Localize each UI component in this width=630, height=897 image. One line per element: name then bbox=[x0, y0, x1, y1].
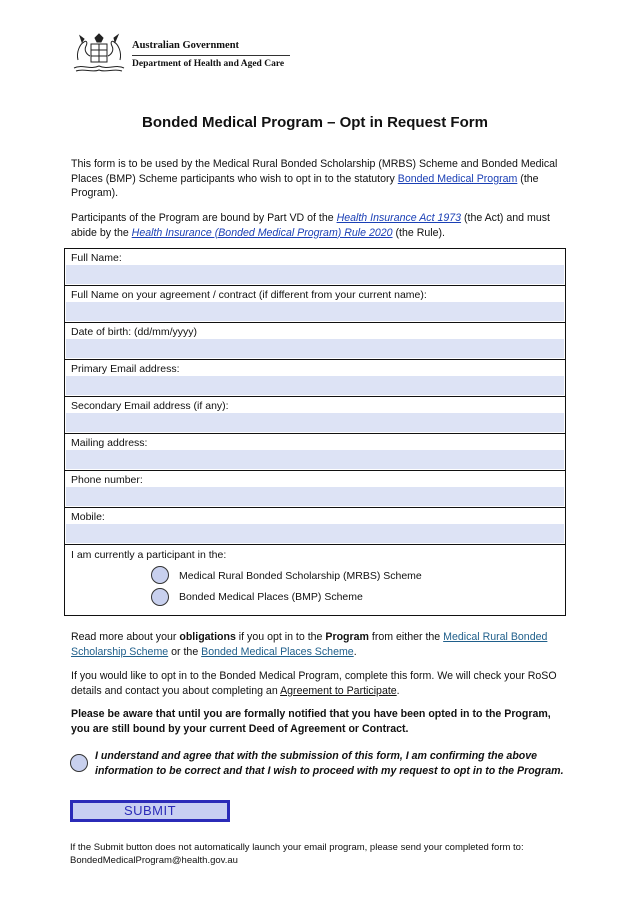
date-of-birth-row bbox=[65, 323, 565, 360]
agreement-to-participate-link[interactable]: Agreement to Participate bbox=[280, 684, 397, 697]
read-more-text-end: . bbox=[353, 645, 357, 658]
mrbs-scheme-link[interactable]: Medical Rural Bonded Scholarship Scheme bbox=[71, 631, 548, 658]
read-more-text: Read more about your bbox=[71, 631, 180, 643]
field-label: Primary Email address: bbox=[71, 363, 180, 375]
opt-in-text-end: . bbox=[396, 684, 400, 697]
coat-of-arms-logo bbox=[72, 30, 126, 74]
submit-fallback-note bbox=[70, 841, 590, 867]
legislation-text-mid: (the Act) and must abide by the bbox=[71, 212, 550, 239]
health-insurance-act-link[interactable]: Health Insurance Act 1973 bbox=[336, 212, 462, 224]
legislation-paragraph bbox=[71, 211, 561, 240]
read-more-paragraph bbox=[71, 630, 561, 659]
primary-email-row bbox=[65, 360, 565, 397]
full-name-row bbox=[65, 249, 565, 286]
read-more-text-4: or the bbox=[168, 645, 202, 658]
field-label: Full Name: bbox=[71, 252, 122, 264]
field-label: Phone number: bbox=[71, 474, 143, 486]
government-name: Australian Government bbox=[132, 40, 240, 51]
participant-label: I am currently a participant in the: bbox=[71, 549, 227, 561]
department-name: Department of Health and Aged Care bbox=[132, 59, 285, 69]
primary-email-field[interactable] bbox=[66, 376, 564, 395]
bmp-scheme-link[interactable]: Bonded Medical Places Scheme bbox=[201, 645, 354, 658]
phone-number-field[interactable] bbox=[66, 487, 564, 506]
obligations-text: obligations bbox=[179, 631, 236, 643]
mailing-address-row bbox=[65, 434, 565, 471]
header-divider bbox=[132, 55, 290, 56]
secondary-email-field[interactable] bbox=[66, 413, 564, 432]
read-more-text-2: if you opt in to the bbox=[235, 631, 326, 643]
legislation-text-end: (the Rule). bbox=[392, 226, 445, 239]
field-label: Full Name on your agreement / contract (if different from your current name): bbox=[71, 289, 427, 301]
opt-in-form-table bbox=[64, 248, 566, 616]
field-label: Secondary Email address (if any): bbox=[71, 400, 229, 412]
field-label: Date of birth: (dd/mm/yyyy) bbox=[71, 326, 198, 338]
agreement-checkbox[interactable] bbox=[70, 754, 88, 772]
intro-text-end: (the Program). bbox=[71, 172, 539, 199]
agreement-name-row bbox=[65, 286, 565, 323]
form-title: Bonded Medical Program – Opt in Request Form bbox=[142, 114, 488, 131]
bonded-medical-rule-link[interactable]: Health Insurance (Bonded Medical Program) Rule 2020 bbox=[131, 226, 393, 239]
full-name-field[interactable] bbox=[66, 265, 564, 284]
field-label: Mobile: bbox=[71, 511, 105, 523]
fallback-email: BondedMedicalProgram@health.gov.au bbox=[70, 855, 238, 866]
mrbs-option-label: Medical Rural Bonded Scholarship (MRBS) Scheme bbox=[179, 570, 422, 582]
program-text: Program bbox=[325, 631, 369, 643]
mobile-row bbox=[65, 508, 565, 545]
warning-paragraph: Please be aware that until you are formally notified that you have been opted in to the Program, you are still bound by your current Deed of Agreement or Contract. bbox=[71, 708, 551, 735]
mrbs-radio[interactable] bbox=[151, 566, 169, 584]
opt-in-paragraph bbox=[71, 669, 561, 698]
mailing-address-field[interactable] bbox=[66, 450, 564, 469]
mobile-field[interactable] bbox=[66, 524, 564, 543]
read-more-text-3: from either the bbox=[368, 631, 444, 643]
submit-button[interactable]: SUBMIT bbox=[70, 800, 230, 822]
field-label: Mailing address: bbox=[71, 437, 148, 449]
intro-text: This form is to be used by the Medical Rural Bonded Scholarship (MRBS) Scheme and Bonded Medical Places (BMP) Scheme participants who wish to opt in to the statutory bbox=[71, 158, 558, 185]
opt-in-text: If you would like to opt in to the Bonded Medical Program, complete this form. We will check your RoSO details and contact you about completing an bbox=[71, 670, 557, 697]
fallback-instruction: If the Submit button does not automatically launch your email program, please send your completed form to: bbox=[70, 842, 524, 853]
intro-paragraph bbox=[71, 157, 561, 201]
legislation-text: Participants of the Program are bound by Part VD of the bbox=[71, 212, 337, 224]
header bbox=[72, 30, 312, 74]
bmp-option-label: Bonded Medical Places (BMP) Scheme bbox=[179, 591, 363, 603]
bonded-medical-program-link[interactable]: Bonded Medical Program bbox=[397, 172, 518, 185]
date-of-birth-field[interactable] bbox=[66, 339, 564, 358]
agreement-name-field[interactable] bbox=[66, 302, 564, 321]
agreement-text: I understand and agree that with the submission of this form, I am confirming the above information to be correct and that I wish to proceed with my request to opt in to the Program. bbox=[95, 750, 564, 777]
participant-section bbox=[65, 545, 565, 615]
phone-number-row bbox=[65, 471, 565, 508]
bmp-radio[interactable] bbox=[151, 588, 169, 606]
secondary-email-row bbox=[65, 397, 565, 434]
